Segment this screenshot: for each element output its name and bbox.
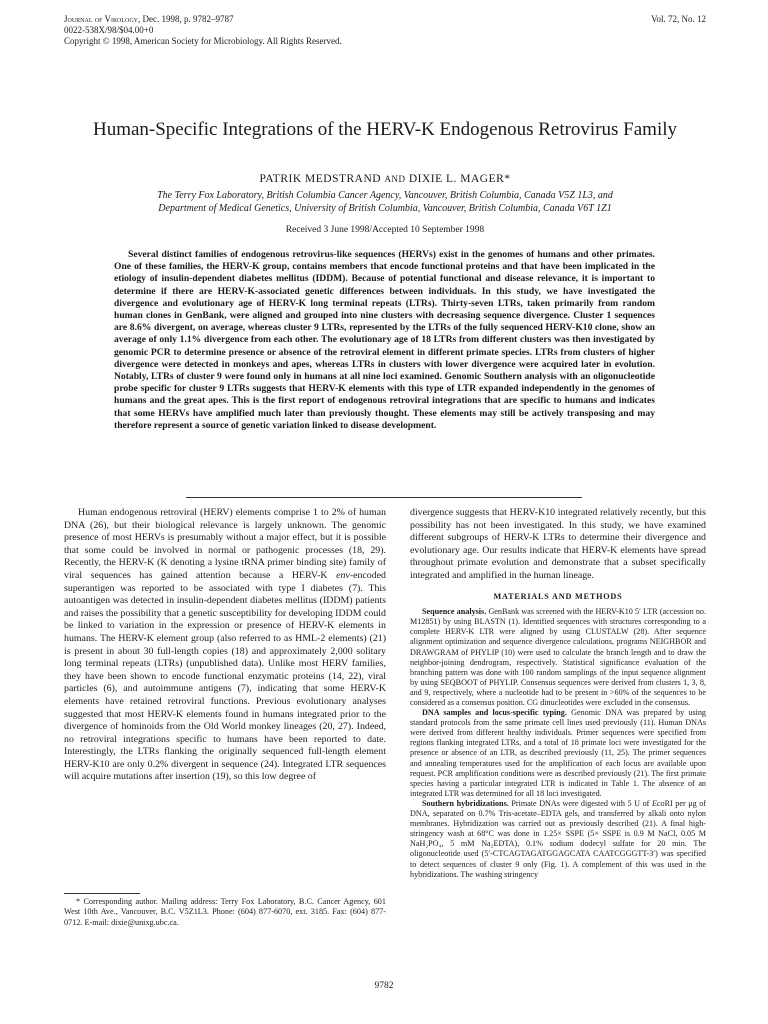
copyright-line: Copyright © 1998, American Society for Microbiology. All Rights Reserved. — [64, 36, 342, 46]
intro-paragraph-continued: divergence suggests that HERV-K10 integrated relatively recently, but this possibility has not been investigated. In this study, we have examined different subgroups of HERV-K LTRs to determine their divergence and evolutionary age. Our results indicate that HERV-K elements have spread throughout primate evolution and demonstrate that a subset specifically integrated and amplified in the human lineage. — [410, 507, 706, 581]
author-conjunction: AND — [384, 174, 406, 184]
body-column-left — [64, 507, 386, 784]
text-run: RI per μg of DNA, separated on 0.7% Tris-acetate–EDTA gels, and transferred by alkali onto nylon membranes. Hybridization was carried out as previously described (21). A final high-stringency wash at 68°C was done in 1.25× SSPE (5× SSPE is 0.9 M NaCl, 0.05 M NaH₂PO₄, 5 mM Na₂EDTA), 0.1% sodium dodecyl sulfate for 20 min. The oligonucleotide used (5′-CTCAGTAGATGGAGCATA CAATCGGGTT-3′) was specified to detect sequences of cluster 9 only (Fig. 1). A complement of this was used in the hybridizations. The washing stringency — [410, 798, 707, 879]
abstract-divider — [186, 497, 582, 498]
paragraph-heading: Sequence analysis. — [422, 607, 487, 617]
body-column-right — [410, 507, 706, 880]
article-title: Human-Specific Integrations of the HERV-K Endogenous Retrovirus Family — [92, 119, 678, 140]
author-name: PATRIK MEDSTRAND — [259, 173, 382, 185]
affiliation-line: The Terry Fox Laboratory, British Columbia Cancer Agency, Vancouver, British Columbia, Canada V5Z 1L3, and — [157, 190, 613, 201]
methods-paragraph — [410, 607, 706, 708]
text-run: -encoded superantigen was reported to be associated with type I diabetes (7). This autoantigen was detected in insulin-dependent diabetes mellitus (IDDM) patients and raises the possibility that a genetic susceptibility for developing IDDM could be linked to variation in the expression or presence of HERV-K elements in humans. The HERV-K element group (also referred to as HML-2 elements) (21) is present in about 30 full-length copies (18) and approximately 2,000 solitary long terminal repeats (LTRs) (unpublished data). Unlike most HERV families, they have been shown to encode functional enzymatic proteins (14, 22), viral particles (6), and autoimmune antigens (7), indicating that some HERV-K elements have retained retroviral functions. Previous evolutionary analyses suggested that most HERV-K elements found in humans integrated prior to the divergence of hominoids from the Old World monkey lineages (20, 27). Indeed, no retroviral integrations specific to humans have been reported to date. Interestingly, the LTRs flanking the originally sequenced full-length element HERV-K10 are only 0.2% divergent in sequence (24). Integrated LTR sequences will acquire mutations after insertion (19), so this low degree of — [64, 569, 386, 783]
text-run: Genomic DNA was prepared by using standard protocols from the same primate cell lines used previously (11). Human DNAs were derived from different healthy individuals. Primer sequences were specified from regions flanking integrated LTRs, and a total of 18 primate loci were investigated for the presence or absence of an LTR, as described previously (11, 25). The primer sequences and annealing temperatures used for the amplification of each locus are available upon request. PCR amplification conditions were as described previously (21). The first primate species having a particular integrated LTR is indicated in Table 1. The absence of an integrated LTR was determined for all 18 loci investigated. — [410, 708, 706, 798]
paragraph-heading: DNA samples and locus-specific typing. — [422, 708, 567, 718]
affiliation — [78, 189, 692, 215]
received-dates: Received 3 June 1998/Accepted 10 September 1998 — [285, 225, 485, 235]
italic-term: Eco — [651, 798, 665, 808]
page-number: 9782 — [374, 981, 394, 991]
text-run: Human endogenous retroviral (HERV) elements comprise 1 to 2% of human DNA (26), but their biological relevance is largely unknown. The genomic presence of most HERVs is presumably without a major effect, but it is possible that some could be involved in normal or pathogenic processes (18, 29). Recently, the HERV-K (K denoting a lysine tRNA primer binding site) family of viral sequences has gained attention because a HERV-K — [64, 507, 386, 581]
abstract: Several distinct families of endogenous retrovirus-like sequences (HERVs) exist in the genomes of humans and other primates. One of these families, the HERV-K group, contains members that encode functional proteins and that have been implicated in the etiology of insulin-dependent diabetes mellitus (IDDM). Because of potential functional and disease relevance, it is important to determine if there are HERV-K-associated genetic differences between individuals. In this study, we have investigated the divergence and evolutionary age of HERV-K long terminal repeats (LTRs). Thirty-seven LTRs, taken primarily from random human clones in GenBank, were aligned and grouped into nine clusters with decreasing sequence divergence. Cluster 1 sequences are 8.6% divergent, on average, whereas cluster 9 LTRs, represented by the LTRs of the fully sequenced HERV-K10 clone, show an average of only 1.1% divergence from each other. The evolutionary age of 18 LTRs from different clusters was then investigated by genomic PCR to determine presence or absence of the retroviral element in different primate species. LTRs from clusters of higher divergence were detected in monkeys and apes, whereas LTRs in clusters with lower divergence were acquired later in evolution. Notably, LTRs of cluster 9 were found only in humans at all nine loci examined. Genomic Southern analysis with an oligonucleotide probe specific for cluster 9 LTRs suggests that HERV-K elements with this type of LTR expanded independently in the genomes of humans and the great apes. This is the first report of endogenous retroviral integrations that are specific to humans and indicates that some HERVs have amplified much later than previously thought. These elements may still be actively transposing and may therefore represent a source of genetic variation linked to disease development. — [114, 249, 655, 431]
italic-term: env — [336, 569, 350, 581]
footnote-divider — [64, 893, 140, 894]
corresponding-author-footnote: * Corresponding author. Mailing address: Terry Fox Laboratory, B.C. Cancer Agency, 601 West 10th Ave., Vancouver, B.C. V5Z1L3. Phone: (604) 877-6070, ext. 3185. Fax: (604) 877-0712. E-mail: dixie@unixg.ubc.ca. — [64, 897, 386, 927]
affiliation-line: Department of Medical Genetics, University of British Columbia, Vancouver, British Columbia, Canada V6T 1Z1 — [158, 203, 612, 214]
methods-paragraph — [410, 799, 706, 880]
author-name: DIXIE L. MAGER* — [408, 173, 511, 185]
text-run: Primate DNAs were digested with 5 U of — [508, 798, 652, 808]
intro-paragraph — [64, 507, 386, 784]
running-header — [64, 14, 342, 47]
text-run: GenBank was screened with the HERV-K10 5′ LTR (accession no. M12851) by using BLASTN (1). Identified sequences with structures corresponding to a complete HERV-K LTR were aligned by using CLUSTALW (28). After sequence alignment optimization and sequence divergence calculations, programs NEIGHBOR and DRAWGRAM of PHYLIP (10) were used to calculate the branch length and to draw the neighbor-joining dendrogram, respectively. Statistical significance evaluation of the branching pattern was done with 100 random samplings of the input sequence alignment by using SEQBOOT of PHYLIP. Consensus sequences were derived from clusters 1, 3, 8, and 9, respectively, where a nucleotide had to be present in >60% of the sequences to be considered as a consensus position. CG dinucleotides were excluded in the consensus. — [410, 607, 707, 707]
author-line — [80, 172, 690, 186]
journal-name: Journal of Virology — [64, 14, 139, 24]
paragraph-heading: Southern hybridizations. — [422, 798, 509, 808]
journal-citation: , Dec. 1998, p. 9782–9787 — [138, 14, 234, 24]
issn: 0022-538X/98/$04.00+0 — [64, 25, 154, 35]
section-heading: MATERIALS AND METHODS — [493, 591, 623, 601]
methods-paragraph — [410, 708, 706, 799]
volume-issue: Vol. 72, No. 12 — [651, 14, 706, 24]
